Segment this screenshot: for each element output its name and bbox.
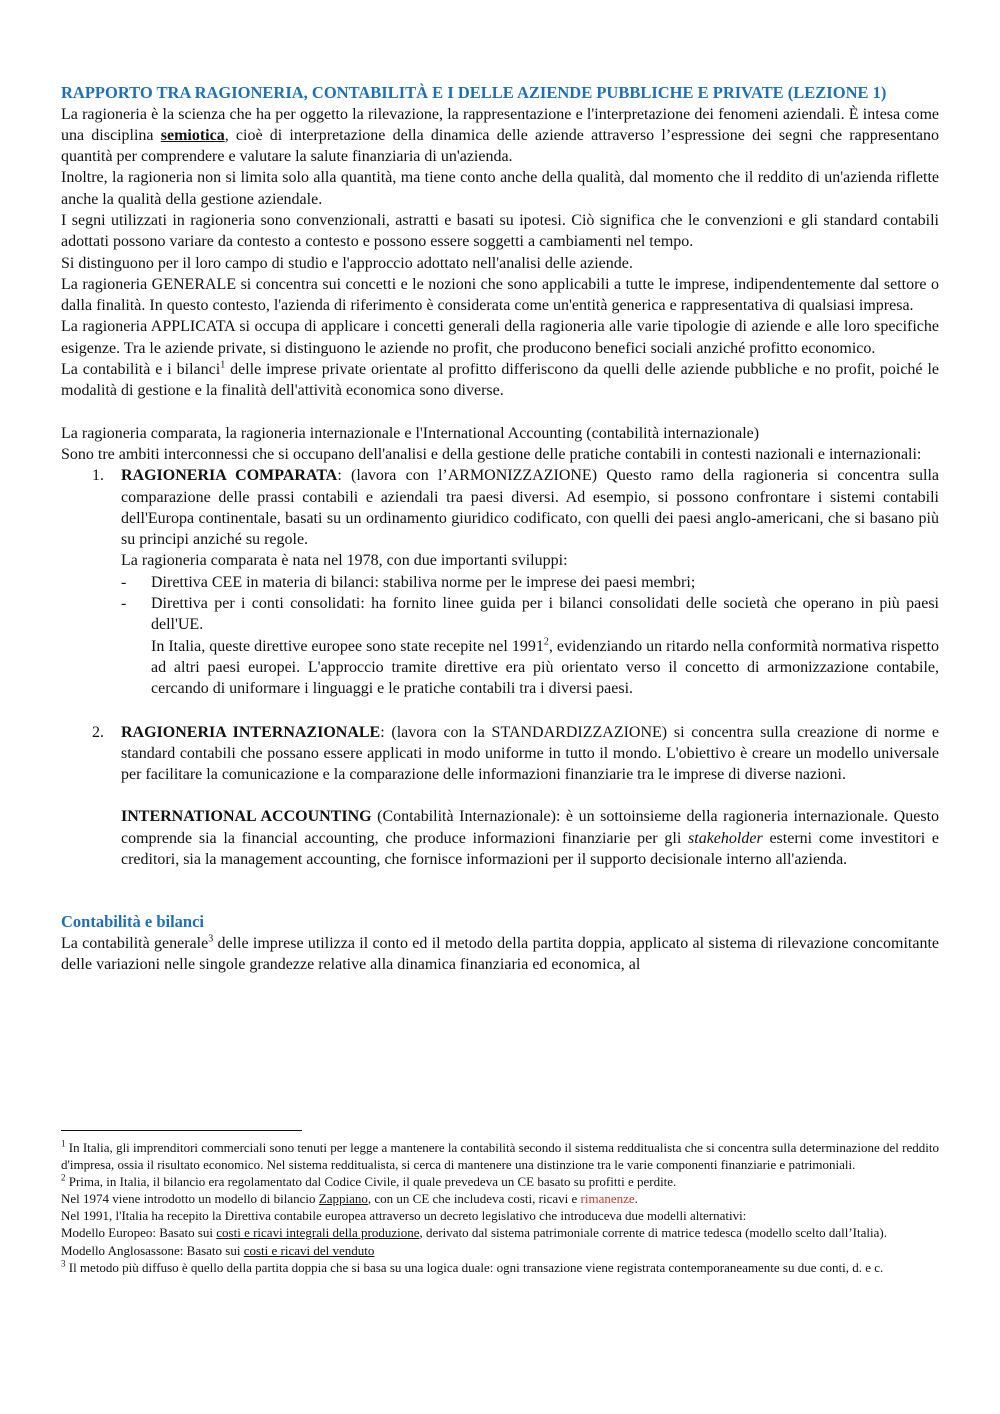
footnote-ref-3: 3 — [208, 933, 214, 945]
footnote-2-line-2: Nel 1974 viene introdotto un modello di bilancio Zappiano, con un CE che includeva costi, ricavi e rimanenze. — [61, 1191, 638, 1207]
document-title: RAPPORTO TRA RAGIONERIA, CONTABILITÀ E I DELLE AZIENDE PUBBLICHE E PRIVATE (LEZIONE 1) — [61, 83, 887, 102]
main-content — [61, 82, 939, 975]
intro-paragraph-3: I segni utilizzati in ragioneria sono convenzionali, astratti e basati su ipotesi. Ciò significa che le convenzioni e gli standard contabili adottati possono variare da contesto a contesto e possono essere soggetti a cambiamenti nel tempo. — [61, 211, 939, 251]
footnote-3: $^3$ Il metodo più diffuso è quello della partita doppia che si basa su una logica duale: ogni transazione viene registrata contemporaneamente su due conti, d. e c. — [61, 1258, 884, 1275]
italia-paragraph: In Italia, queste direttive europee sono state recepite nel 1991$^2$, evidenziando un ritardo nella conformità normativa rispetto ad altri paesi europei. L'approccio tramite direttive era più orientato verso il concetto di armonizzazione contabile, cercando di uniformare i linguaggi e le pratiche contabili tra i diversi paesi. — [151, 636, 940, 698]
intro-paragraph-1: La ragioneria è la scienza che ha per oggetto la rilevazione, la rappresentazione e l'interpretazione dei fenomeni aziendali. È intesa come una disciplina semiotica, cioè di interpretazione della dinamica delle aziende attraverso l’espressione dei segni che rappresentano quantità per comprendere e valutare la salute finanziaria di un'azienda. — [61, 105, 939, 166]
comparata-heading: La ragioneria comparata, la ragioneria internazionale e l'International Accounting (contabilità internazionale) — [61, 424, 760, 442]
intro-paragraph-2: Inoltre, la ragioneria non si limita solo alla quantità, ma tiene conto anche della qualità, dal momento che il reddito di un'azienda riflette anche la qualità della gestione aziendale. — [61, 169, 939, 208]
list-number: 2. — [92, 723, 104, 741]
comparata-birth: La ragioneria comparata è nata nel 1978, con due importanti sviluppi: — [121, 552, 568, 570]
intro-paragraph-6: La ragioneria APPLICATA si occupa di applicare i concetti generali della ragioneria alle varie tipologie di aziende e alle loro specifiche esigenze. Tra le aziende private, si distinguono le aziende no profit, che producono benefici sociali anziché profitto economico. — [61, 318, 939, 357]
list-item-comparata: 1. RAGIONERIA COMPARATA: (lavora con l’ARMONIZZAZIONE) Questo ramo della ragioneria si concentra sulla comparazione delle prassi contabili e aziendali tra paesi diversi. Ad esempio, si possono confrontare i sistemi contabili dell'Europa continentale, basati su un ordinamento giuridico codificato, con quelli dei paesi anglo-americani, che si basano più su principi anziché su regole. La ragioneria comparata è nata nel 1978, con due importanti sviluppi: — [61, 465, 939, 571]
intro-paragraph-5: La ragioneria GENERALE si concentra sui concetti e le nozioni che sono applicabili a tutte le imprese, indipendentemente dal settore o dalla finalità. In questo contesto, l'azienda di riferimento è considerata come un'entità generica e rappresentativa di qualsiasi impresa. — [61, 275, 939, 315]
footnote-1: $^1$ In Italia, gli imprenditori commerciali sono tenuti per legge a mantenere la contabilità secondo il sistema redditualista che si concentra sulla determinazione del reddito d'impresa, ossia il risultato economico. Nel sistema redditualista, si cerca di mantenere una distinzione tra le varie componenti finanziarie e patrimoniali. — [61, 1138, 939, 1173]
comparata-intro: Sono tre ambiti interconnessi che si occupano dell'analisi e della gestione delle pratiche contabili in contesti nazionali e internazionali: — [61, 445, 922, 463]
contabilita-paragraph: La contabilità generale$^3$ delle imprese utilizza il conto ed il metodo della partita doppia, applicato al sistema di rilevazione concomitante delle variazioni nelle singole grandezze relative alla dinamica finanziaria ed economica, al — [61, 933, 940, 973]
footnote-2: $^2$ Prima, in Italia, il bilancio era regolamentato dal Codice Civile, il quale prevedeva un CE basato su profitti e perdite. — [61, 1172, 677, 1190]
footnote-ref-2: 2 — [543, 636, 549, 648]
footnote-2-line-3: Nel 1991, l'Italia ha recepito la Direttiva contabile europea attraverso un decreto legislativo che introduceva due modelli alternativi: — [61, 1208, 747, 1224]
international-accounting-paragraph: INTERNATIONAL ACCOUNTING (Contabilità Internazionale): è un sottoinsieme della ragioneria internazionale. Questo comprende sia la financial accounting, che produce informazioni finanziarie per gli stakeholder esterni come investitori e creditori, sia la management accounting, che fornisce informazioni per il supporto decisionale interno all'azienda. — [121, 808, 940, 868]
footnotes — [61, 1130, 939, 1276]
footnote-ref-1: 1 — [220, 359, 226, 371]
intro-paragraph-7: La contabilità e i bilanci$^1$ delle imprese private orientate al profitto differiscono da quelli delle aziende pubbliche e no profit, poiché le modalità di gestione e la finalità dell'attività economica sono diverse. — [61, 359, 939, 400]
semiotica-term: semiotica — [160, 126, 225, 144]
list-item-internazionale: 2. RAGIONERIA INTERNAZIONALE: (lavora con la STANDARDIZZAZIONE) si concentra sulla creazione di norme e standard contabili che possano essere applicati in modo uniforme in tutto il mondo. L'obiettivo è creare un modello universale per facilitare la comunicazione e la comparazione delle informazioni finanziarie tra le imprese di diverse nazioni. INTERNATIONAL ACCOUNTING (Contabilità Internazionale): è un sottoinsieme della ragioneria internazionale. Questo comprende sia la financial accounting, che produce informazioni finanziarie per gli stakeholder esterni come investitori e creditori, sia la management accounting, che fornisce informazioni per il supporto decisionale interno all'azienda. — [61, 722, 939, 871]
list-number: 1. — [92, 467, 104, 485]
dash-item-consolidati: - Direttiva per i conti consolidati: ha fornito linee guida per i bilanci consolidati delle società che operano in più paesi dell'UE. In Italia, queste direttive europee sono state recepite nel 1991$^2$, evidenziando un ritardo nella conformità normativa rispetto ad altri paesi europei. L'approccio tramite direttive era più orientato verso il concetto di armonizzazione contabile, cercando di uniformare i linguaggi e le pratiche contabili tra i diversi paesi. — [61, 593, 939, 699]
footnote-2-line-5: Modello Anglosassone: Basato sui costi e ricavi del venduto — [61, 1242, 375, 1258]
dash-item-cee: - Direttiva CEE in materia di bilanci: stabiliva norme per le imprese dei paesi membri; — [121, 573, 696, 591]
footnote-2-line-4: Modello Europeo: Basato sui costi e ricavi integrali della produzione, derivato dal sistema patrimoniale corrente di matrice tedesca (modello scelto dall’Italia). — [61, 1225, 887, 1241]
intro-paragraph-4: Si distinguono per il loro campo di studio e l'approccio adottato nell'analisi delle aziende. — [61, 254, 633, 272]
section-heading-contabilita: Contabilità e bilanci — [61, 912, 205, 932]
